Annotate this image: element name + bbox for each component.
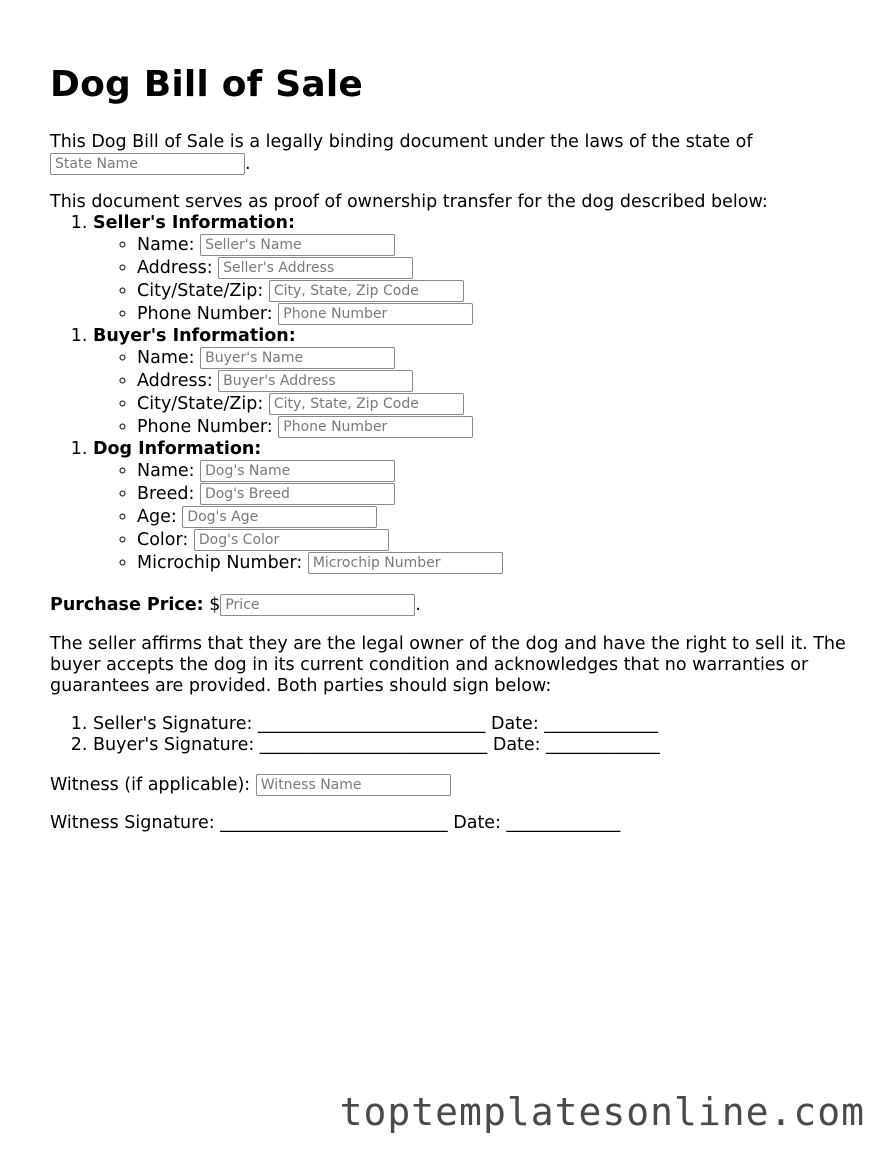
purchase-price-line [50, 594, 850, 616]
dog-breed-label: Breed: [137, 484, 195, 504]
seller-name-label: Name: [137, 235, 195, 255]
seller-address-label: Address: [137, 258, 213, 278]
dog-name-input[interactable] [200, 460, 395, 482]
price-input[interactable] [220, 594, 415, 616]
affirmation-paragraph: The seller affirms that they are the legal owner of the dog and have the right to sell it. The buyer accepts the dog in its current condition and acknowledges that no warranties or guarantees are provided. Both parties should sign below: [50, 634, 846, 696]
document-body [50, 64, 850, 834]
dog-color-label: Color: [137, 530, 189, 550]
seller-signature-line: 1. Seller's Signature: __________________________ Date: _____________ [93, 714, 850, 735]
dog-breed-input[interactable] [200, 483, 395, 505]
dog-section-title: Dog Information: [93, 439, 262, 459]
list-item [137, 460, 850, 483]
purchase-price-label: Purchase Price: [50, 595, 204, 615]
seller-city-input[interactable] [269, 280, 464, 302]
document-title: Dog Bill of Sale [50, 64, 364, 105]
buyer-signature-line: 2. Buyer's Signature: __________________________ Date: _____________ [93, 735, 850, 756]
buyer-phone-label: Phone Number: [137, 417, 273, 437]
list-item [137, 234, 850, 257]
seller-address-input[interactable] [218, 257, 413, 279]
buyer-city-label: City/State/Zip: [137, 394, 264, 414]
dog-name-label: Name: [137, 461, 195, 481]
watermark-text: toptemplatesonline.com [339, 1090, 865, 1134]
witness-label: Witness (if applicable): [50, 775, 251, 795]
list-item [137, 552, 850, 575]
intro-period: . [245, 154, 251, 174]
seller-city-label: City/State/Zip: [137, 281, 264, 301]
list-item [137, 483, 850, 506]
intro-text: This Dog Bill of Sale is a legally binding document under the laws of the state of [50, 132, 753, 152]
buyer-name-input[interactable] [200, 347, 395, 369]
witness-line [50, 774, 850, 796]
seller-name-input[interactable] [200, 234, 395, 256]
intro-paragraph [50, 132, 850, 175]
price-period: . [415, 595, 421, 615]
buyer-section [50, 326, 850, 439]
seller-fields [93, 234, 850, 326]
dog-section-item [93, 439, 850, 575]
buyer-section-title: Buyer's Information: [93, 326, 296, 346]
dog-fields [93, 460, 850, 575]
list-item [137, 529, 850, 552]
dog-age-input[interactable] [182, 506, 377, 528]
buyer-address-label: Address: [137, 371, 213, 391]
seller-phone-label: Phone Number: [137, 304, 273, 324]
buyer-section-item [93, 326, 850, 439]
currency-symbol: $ [209, 595, 221, 615]
witness-signature-line: Witness Signature: __________________________ Date: _____________ [50, 813, 621, 833]
buyer-name-label: Name: [137, 348, 195, 368]
list-item [137, 303, 850, 326]
buyer-address-input[interactable] [218, 370, 413, 392]
dog-microchip-label: Microchip Number: [137, 553, 303, 573]
list-item [137, 370, 850, 393]
dog-microchip-input[interactable] [308, 552, 503, 574]
witness-name-input[interactable] [256, 774, 451, 796]
list-item [137, 347, 850, 370]
seller-section-item [93, 213, 850, 326]
buyer-phone-input[interactable] [278, 416, 473, 438]
seller-phone-input[interactable] [278, 303, 473, 325]
dog-color-input[interactable] [194, 529, 389, 551]
dog-section [50, 439, 850, 575]
dog-age-label: Age: [137, 507, 177, 527]
purpose-paragraph: This document serves as proof of ownership transfer for the dog described below: [50, 192, 768, 212]
seller-section [50, 213, 850, 326]
buyer-fields [93, 347, 850, 439]
state-name-input[interactable] [50, 153, 245, 175]
list-item [137, 416, 850, 439]
seller-section-title: Seller's Information: [93, 213, 295, 233]
list-item [137, 280, 850, 303]
list-item [137, 506, 850, 529]
list-item [137, 393, 850, 416]
buyer-city-input[interactable] [269, 393, 464, 415]
signature-list [50, 714, 850, 756]
list-item [137, 257, 850, 280]
